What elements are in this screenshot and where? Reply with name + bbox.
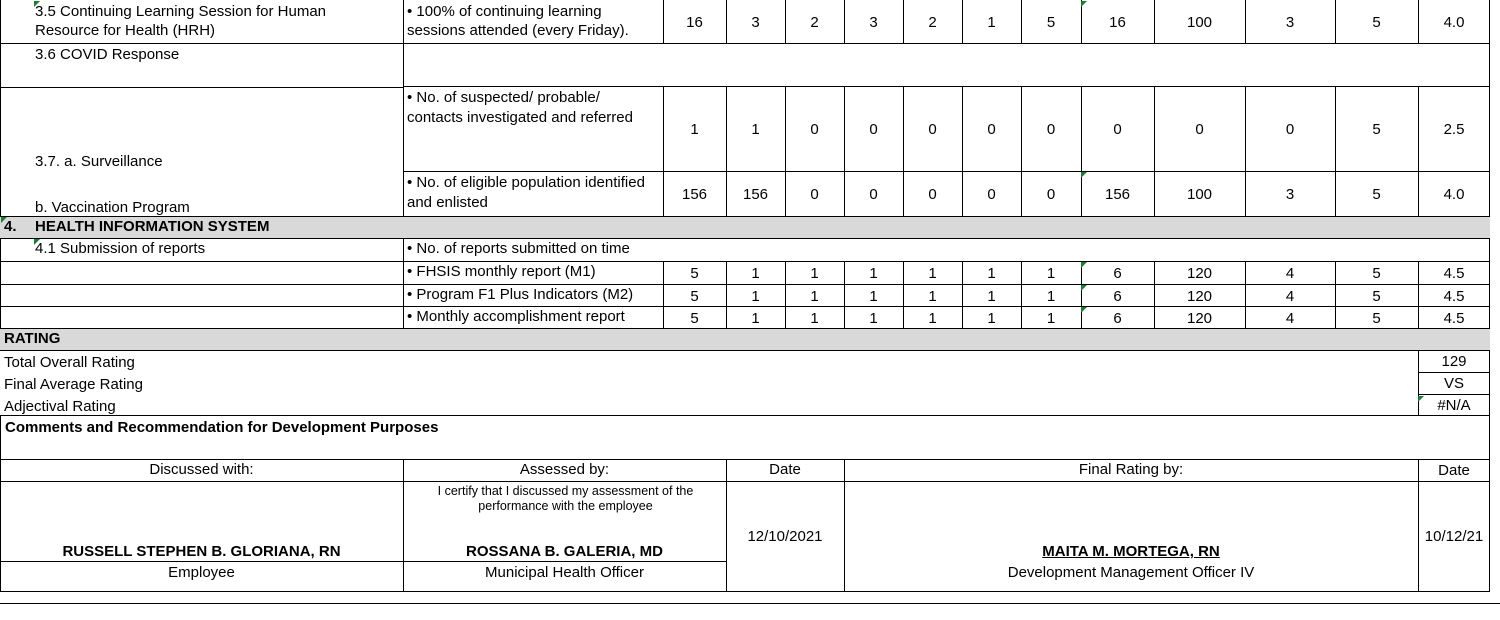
value-cell: 0 [810,185,819,203]
activity-3-6: 3.6 COVID Response [35,46,180,63]
grid-line [0,561,726,562]
value-cell: 4 [1285,264,1295,282]
value-cell: 1 [1046,309,1056,327]
grid-line [1489,0,1490,216]
grid-line [785,261,786,328]
grid-line [1081,87,1082,216]
grid-line [962,0,963,44]
activity-3-7b: b. Vaccination Program [35,199,190,216]
value-cell: 16 [686,13,703,31]
value-cell: 4.5 [1443,287,1465,305]
value-cell: 1 [751,121,760,138]
value-cell: 1 [987,13,996,31]
indicator-3-7a: • No. of suspected/ probable/ contacts investigated and referred [407,89,633,126]
grid-line [403,238,404,328]
cell-marker [1081,1,1087,7]
value-cell: 5 [1372,287,1381,305]
value-cell: 1 [810,287,819,305]
value-cell: 100 [1186,13,1213,31]
grid-line [0,350,1490,351]
grid-line [0,415,1,592]
employee-role: Employee [168,564,235,581]
value-cell: 156 [1104,185,1131,203]
value-cell: 5 [690,287,699,305]
activity-4-1: 4.1 Submission of reports [35,240,206,257]
assessor-name: ROSSANA B. GALERIA, MD [466,543,663,560]
grid-line [1418,459,1419,592]
grid-line [663,261,664,328]
value-cell: 100 [1186,185,1213,203]
indicator-4-1: • No. of reports submitted on time [407,240,630,257]
grid-line [844,459,845,592]
value-cell: 1 [987,264,996,282]
grid-line [903,261,904,328]
grid-line [0,306,1490,307]
grid-line [785,87,786,216]
final-average-value: VS [1443,375,1464,392]
total-overall-value: 129 [1441,353,1467,370]
grid-line [903,87,904,216]
value-cell: 3 [1285,185,1295,203]
assessor-role: Municipal Health Officer [485,564,644,581]
cell-marker [34,239,40,245]
value-cell: 1 [869,287,878,305]
grid-line [0,0,1,216]
cell-marker [1081,172,1087,178]
indicator-3-7b: • No. of eligible population identified and enlisted [407,174,645,211]
grid-line [1418,394,1490,395]
value-cell: 1 [987,309,996,327]
value-cell: 1 [928,264,937,282]
grid-line [1418,350,1419,415]
value-cell: 120 [1186,287,1213,305]
value-cell: 4 [1285,309,1295,327]
final-date: 10/12/21 [1424,528,1484,545]
total-overall-label: Total Overall Rating [4,354,135,371]
value-cell: 4.5 [1443,264,1465,282]
section-4-title: HEALTH INFORMATION SYSTEM [35,218,270,235]
value-cell: 0 [987,185,996,203]
grid-line [403,171,1490,172]
grid-line [844,0,845,44]
value-cell: 1 [690,121,699,138]
section-4-number: 4. [4,218,17,235]
value-cell: 156 [742,185,769,203]
value-cell: 5 [1372,121,1381,138]
value-cell: 4.5 [1443,309,1465,327]
value-cell: 0 [1046,121,1056,138]
value-cell: 6 [1113,309,1122,327]
grid-line [1245,87,1246,216]
value-cell: 1 [987,287,996,305]
value-cell: 3 [751,13,760,31]
cell-marker [1418,396,1424,402]
grid-line [844,261,845,328]
grid-line [403,0,404,216]
value-cell: 1 [1046,264,1056,282]
value-cell: 120 [1186,309,1213,327]
value-cell: 5 [1372,13,1381,31]
value-cell: 3 [1285,13,1295,31]
grid-line [1489,238,1490,328]
value-cell: 0 [928,121,937,138]
final-average-label: Final Average Rating [4,376,143,393]
grid-line [663,87,664,216]
value-cell: 2.5 [1443,121,1465,138]
grid-line [1245,0,1246,44]
value-cell: 0 [810,121,819,138]
value-cell: 5 [1372,264,1381,282]
grid-line [1021,87,1022,216]
value-cell: 3 [869,13,878,31]
grid-line [1335,261,1336,328]
final-rater-role: Development Management Officer IV [1007,564,1255,581]
grid-line [1489,350,1490,592]
indicator-report-monthly: • Monthly accomplishment report [407,308,625,325]
grid-line [0,43,1490,44]
cell-marker [1081,285,1087,291]
value-cell: 1 [810,309,819,327]
cell-marker [34,1,40,7]
grid-line [0,238,1,328]
cell-marker [1,217,7,223]
value-cell: 5 [1046,13,1056,31]
grid-line [785,0,786,44]
value-cell: 1 [751,287,760,305]
value-cell: 0 [869,121,878,138]
value-cell: 0 [1113,121,1122,138]
grid-line [1418,261,1419,328]
assessed-date: 12/10/2021 [747,528,823,545]
grid-line [0,238,1490,239]
value-cell: 4.0 [1443,185,1465,203]
activity-3-7a: 3.7. a. Surveillance [35,153,163,170]
final-rating-by-label: Final Rating by: [1078,461,1184,478]
value-cell: 6 [1113,264,1122,282]
grid-line [844,87,845,216]
value-cell: 1 [751,309,760,327]
grid-line [0,415,1490,416]
value-cell: 1 [869,264,878,282]
grid-line [1245,261,1246,328]
grid-line [1081,261,1082,328]
adjectival-label: Adjectival Rating [4,398,116,415]
value-cell: 120 [1186,264,1213,282]
adjectival-value: #N/A [1437,397,1471,414]
cell-marker [1081,262,1087,268]
value-cell: 5 [1372,185,1381,203]
grid-line [1154,87,1155,216]
certify-text: I certify that I discussed my assessment of the performance with the employee [437,484,694,513]
assessed-by-label: Assessed by: [519,461,610,478]
value-cell: 1 [869,309,878,327]
value-cell: 16 [1109,13,1126,31]
rating-header: RATING [4,330,61,347]
employee-name: RUSSELL STEPHEN B. GLORIANA, RN [62,543,341,560]
grid-line [1021,261,1022,328]
rating-band [0,328,1490,350]
indicator-report-m1: • FHSIS monthly report (M1) [407,263,596,280]
grid-line [726,261,727,328]
value-cell: 6 [1113,287,1122,305]
value-cell: 4 [1285,287,1295,305]
value-cell: 2 [810,13,819,31]
value-cell: 0 [1285,121,1295,138]
grid-line [1154,0,1155,44]
grid-line [1418,372,1490,373]
value-cell: 0 [928,185,937,203]
value-cell: 1 [928,287,937,305]
grid-line [0,87,403,88]
grid-line [962,87,963,216]
final-rater-name: MAITA M. MORTEGA, RN [1042,543,1220,560]
value-cell: 0 [1046,185,1056,203]
activity-3-5: 3.5 Continuing Learning Session for Human Resource for Health (HRH) [35,3,327,39]
grid-line [0,328,1490,329]
grid-line [0,216,1490,217]
grid-line [1418,87,1419,216]
grid-line [403,459,404,592]
value-cell: 4.0 [1443,13,1465,31]
grid-line [0,261,1490,262]
value-cell: 5 [690,309,699,327]
indicator-3-5: • 100% of continuing learning sessions attended (every Friday). [407,3,629,39]
grid-line [1418,0,1419,44]
value-cell: 0 [987,121,996,138]
discussed-with-label: Discussed with: [149,461,254,478]
grid-line [0,459,1490,460]
grid-line [0,481,1490,482]
grid-line [726,459,727,592]
grid-line [663,0,664,44]
date-label: Date [769,461,801,478]
grid-line [0,603,1500,604]
value-cell: 1 [751,264,760,282]
value-cell: 5 [1372,309,1381,327]
value-cell: 5 [690,264,699,282]
grid-line [1335,0,1336,44]
value-cell: 1 [928,309,937,327]
grid-line [0,591,1490,592]
value-cell: 2 [928,13,937,31]
value-cell: 156 [681,185,708,203]
grid-line [903,0,904,44]
grid-line [403,86,1490,87]
grid-line [1335,87,1336,216]
grid-line [0,284,1490,285]
grid-line [1154,261,1155,328]
value-cell: 1 [810,264,819,282]
grid-line [962,261,963,328]
cell-marker [1081,307,1087,313]
comments-label: Comments and Recommendation for Development Purposes [5,419,439,436]
value-cell: 0 [869,185,878,203]
grid-line [726,87,727,216]
value-cell: 1 [1046,287,1056,305]
date2-label: Date [1438,462,1470,479]
grid-line [726,0,727,44]
indicator-report-m2: • Program F1 Plus Indicators (M2) [407,286,634,303]
value-cell: 0 [1195,121,1204,138]
grid-line [1021,0,1022,44]
